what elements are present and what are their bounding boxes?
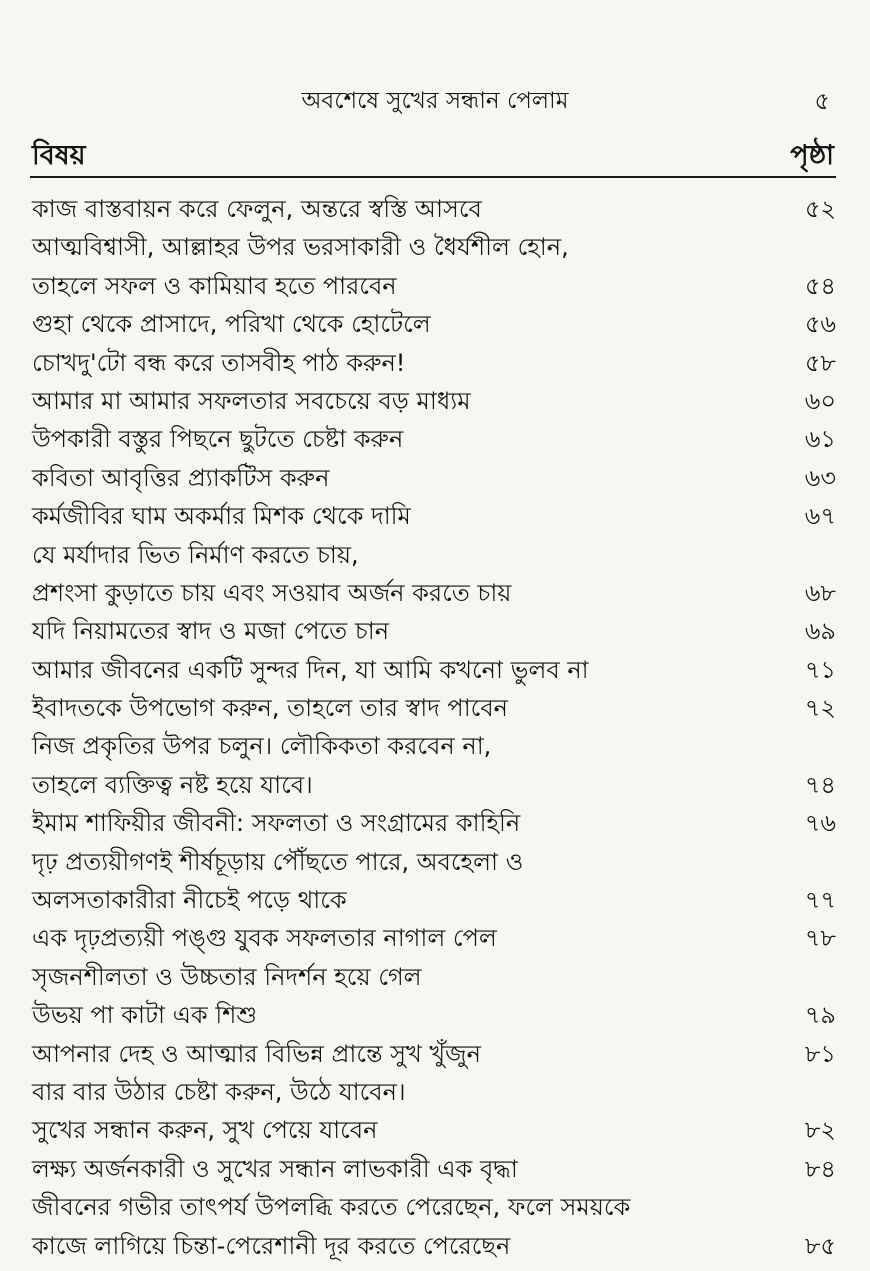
subject-column-label: বিষয় <box>32 140 86 171</box>
toc-entry <box>30 228 836 266</box>
toc-entry-page: ৫৬ <box>804 310 836 339</box>
toc-entry <box>30 459 836 497</box>
toc-entry-title: চোখদু'টো বন্ধ করে তাসবীহ পাঠ করুন! <box>32 348 406 377</box>
toc-entry-title: আপনার দেহ ও আত্মার বিভিন্ন প্রান্তে সুখ খুঁজুন <box>32 1039 481 1068</box>
toc-entry-page: ৭৪ <box>804 770 836 799</box>
toc-entry-page: ৬১ <box>804 425 836 454</box>
toc-entry-page: ৭৯ <box>804 1001 836 1030</box>
toc-entry-page: ৭৭ <box>804 886 836 915</box>
toc-entry <box>30 612 836 650</box>
page-column-label: পৃষ্ঠা <box>790 140 834 171</box>
toc-entry-page: ৭৮ <box>804 924 836 953</box>
toc-entry-title: বার বার উঠার চেষ্টা করুন, উঠে যাবেন। <box>32 1077 406 1106</box>
toc-entry <box>30 843 836 881</box>
toc-entry-title: আমার মা আমার সফলতার সবচেয়ে বড় মাধ্যম <box>32 386 471 415</box>
toc-entry-title: দৃঢ় প্রত্যয়ীগণই শীর্ষচূড়ায় পৌঁছতে পারে, অবহেলা ও <box>32 847 524 876</box>
toc-entry-title: লক্ষ্য অর্জনকারী ও সুখের সন্ধান লাভকারী এক বৃদ্ধা <box>32 1154 518 1183</box>
toc-entry-title: নিজ প্রকৃতির উপর চলুন। লৌকিকতা করবেন না, <box>32 732 492 761</box>
toc-entry-page: ৮৫ <box>804 1231 836 1260</box>
toc-entry-page: ৫৪ <box>804 271 836 300</box>
toc-entry-page: ৭৬ <box>804 809 836 838</box>
toc-entry-page: ৬৭ <box>804 502 836 531</box>
toc-entry <box>30 919 836 957</box>
toc-entry-page: ৫২ <box>804 195 836 223</box>
toc-entry <box>30 305 836 343</box>
toc-entry-title: কাজে লাগিয়ে চিন্তা-পেরেশানী দূর করতে পেরেছেন <box>32 1231 511 1260</box>
toc-entry-page: ৬৮ <box>804 578 836 607</box>
toc-entry-title: কবিতা আবৃত্তির প্র্যাকটিস করুন <box>32 463 330 492</box>
toc-entry <box>30 536 836 574</box>
book-title: অবশেষে সুখের সন্ধান পেলাম <box>301 88 569 114</box>
toc-entry <box>30 1111 836 1149</box>
toc-entry-title: ইবাদতকে উপভোগ করুন, তাহলে তার স্বাদ পাবেন <box>32 694 509 723</box>
toc-entry-title: উভয় পা কাটা এক শিশু <box>32 1001 258 1030</box>
toc-entry <box>30 497 836 535</box>
toc-entry <box>30 420 836 458</box>
toc-entry <box>30 574 836 612</box>
toc-entry-page: ৮১ <box>804 1039 836 1068</box>
table-of-contents <box>30 190 836 1265</box>
toc-entry-page: ৬০ <box>804 386 836 415</box>
toc-entry-title: তাহলে সফল ও কামিয়াব হতে পারবেন <box>32 271 397 300</box>
toc-entry-title: তাহলে ব্যক্তিত্ব নষ্ট হয়ে যাবে। <box>32 770 313 799</box>
toc-column-header <box>30 136 836 178</box>
toc-entry-title: যদি নিয়ামতের স্বাদ ও মজা পেতে চান <box>32 617 390 646</box>
toc-entry-page: ৮২ <box>804 1116 836 1145</box>
toc-entry <box>30 651 836 689</box>
toc-entry-title: অলসতাকারীরা নীচেই পড়ে থাকে <box>32 886 347 915</box>
toc-entry-title: সুখের সন্ধান করুন, সুখ পেয়ে যাবেন <box>32 1116 378 1145</box>
toc-entry <box>30 1150 836 1188</box>
toc-entry-page: ৮৪ <box>804 1154 836 1183</box>
toc-entry-title: উপকারী বস্তুর পিছনে ছুটতে চেষ্টা করুন <box>32 425 404 454</box>
toc-entry <box>30 1227 836 1265</box>
toc-entry-title: এক দৃঢ়প্রত্যয়ী পঙ্গু যুবক সফলতার নাগাল পেল <box>32 924 497 953</box>
toc-entry <box>30 1073 836 1111</box>
toc-entry <box>30 344 836 382</box>
toc-entry <box>30 958 836 996</box>
toc-entry <box>30 766 836 804</box>
toc-entry-title: যে মর্যাদার ভিত নির্মাণ করতে চায়, <box>32 540 359 569</box>
toc-entry-page: ৭১ <box>804 655 836 684</box>
toc-entry-page: ৭২ <box>804 694 836 723</box>
toc-entry <box>30 190 836 228</box>
toc-entry <box>30 689 836 727</box>
toc-entry <box>30 382 836 420</box>
toc-entry <box>30 996 836 1034</box>
toc-entry-page: ৬৯ <box>804 617 836 646</box>
toc-entry <box>30 1035 836 1073</box>
toc-entry-title: আমার জীবনের একটি সুন্দর দিন, যা আমি কখনো ভুলব না <box>32 655 589 684</box>
toc-entry-title: গুহা থেকে প্রাসাদে, পরিখা থেকে হোটেলে <box>32 310 431 339</box>
toc-entry <box>30 881 836 919</box>
toc-entry-page: ৫৮ <box>804 348 836 377</box>
toc-entry-title: সৃজনশীলতা ও উচ্চতার নিদর্শন হয়ে গেল <box>32 962 422 991</box>
toc-entry-title: ইমাম শাফিয়ীর জীবনী: সফলতা ও সংগ্রামের কাহিনি <box>32 809 521 838</box>
toc-entry-title: জীবনের গভীর তাৎপর্য উপলব্ধি করতে পেরেছেন, ফলে সময়কে <box>32 1193 631 1222</box>
toc-entry-title: কাজ বাস্তবায়ন করে ফেলুন, অন্তরে স্বস্তি আসবে <box>32 195 482 223</box>
toc-entry <box>30 727 836 765</box>
toc-entry-title: প্রশংসা কুড়াতে চায় এবং সওয়াব অর্জন করতে চায় <box>32 578 512 607</box>
page-number: ৫ <box>814 87 830 115</box>
toc-entry <box>30 804 836 842</box>
running-head <box>0 84 870 118</box>
toc-entry <box>30 267 836 305</box>
toc-entry <box>30 1188 836 1226</box>
toc-entry-title: কর্মজীবির ঘাম অকর্মার মিশক থেকে দামি <box>32 502 411 531</box>
toc-entry-title: আত্মবিশ্বাসী, আল্লাহর উপর ভরসাকারী ও ধৈর্যশীল হোন, <box>32 233 569 262</box>
toc-entry-page: ৬৩ <box>804 463 836 492</box>
